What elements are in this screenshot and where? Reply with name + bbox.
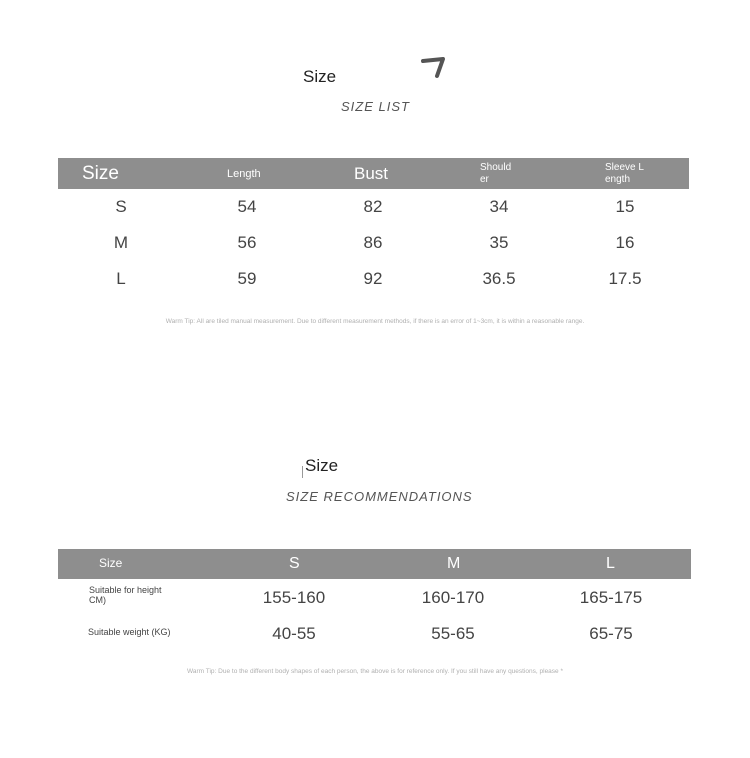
cell-length: 56 — [237, 233, 257, 252]
row-label-height-line2: CM) — [89, 595, 106, 605]
cell-sleeve: 15 — [615, 197, 635, 216]
cell-size: S — [115, 197, 127, 216]
header-m: M — [447, 555, 461, 572]
header-label: Size — [99, 555, 123, 570]
row-label-weight: Suitable weight (KG) — [88, 627, 171, 637]
hook-mark-icon — [421, 57, 447, 79]
cell-m: 55-65 — [431, 624, 475, 643]
cell-shoulder: 36.5 — [482, 269, 516, 288]
size-rec-subtitle: SIZE RECOMMENDATIONS — [286, 489, 473, 504]
header-shoulder-line2: er — [480, 173, 489, 185]
header-length: Length — [227, 167, 261, 180]
cell-s: 155-160 — [262, 588, 326, 607]
row-label-height-line1: Suitable for height — [89, 585, 162, 595]
size-list-header — [58, 158, 689, 189]
size-rec-header — [58, 549, 691, 579]
header-sleeve-line1: Sleeve L — [605, 161, 644, 173]
header-shoulder-line1: Should — [480, 161, 512, 173]
header-bust: Bust — [354, 163, 389, 183]
cell-bust: 86 — [363, 233, 383, 252]
header-shoulder — [480, 158, 511, 189]
header-sleeve — [605, 158, 644, 189]
text-cursor-mark — [302, 466, 303, 478]
size-rec-tip: Warm Tip: Due to the different body shapes of each person, the above is for reference only. If you still have any questions, please * — [186, 668, 563, 675]
size-rec-title: Size — [305, 456, 339, 475]
cell-bust: 92 — [363, 269, 383, 288]
cell-length: 54 — [237, 197, 257, 216]
cell-size: M — [113, 233, 129, 252]
cell-sleeve: 17.5 — [608, 269, 642, 288]
row-label-height — [89, 585, 162, 605]
cell-shoulder: 35 — [489, 233, 509, 252]
cell-sleeve: 16 — [615, 233, 635, 252]
cell-m: 160-170 — [421, 588, 485, 607]
cell-shoulder: 34 — [489, 197, 509, 216]
size-list-subtitle: SIZE LIST — [341, 99, 410, 114]
size-list-title: Size — [303, 67, 337, 86]
size-list-tip: Warm Tip: All are tiled manual measurement. Due to different measurement methods, if there is an error of 1~3cm, it is within a reasonable range. — [165, 318, 585, 325]
cell-s: 40-55 — [272, 624, 316, 643]
header-s: S — [289, 555, 300, 572]
cell-bust: 82 — [363, 197, 383, 216]
cell-length: 59 — [237, 269, 257, 288]
header-size: Size — [82, 162, 119, 184]
cell-l: 65-75 — [589, 624, 633, 643]
cell-l: 165-175 — [579, 588, 643, 607]
header-sleeve-line2: ength — [605, 173, 631, 185]
header-l: L — [606, 555, 615, 572]
cell-size: L — [116, 269, 126, 288]
